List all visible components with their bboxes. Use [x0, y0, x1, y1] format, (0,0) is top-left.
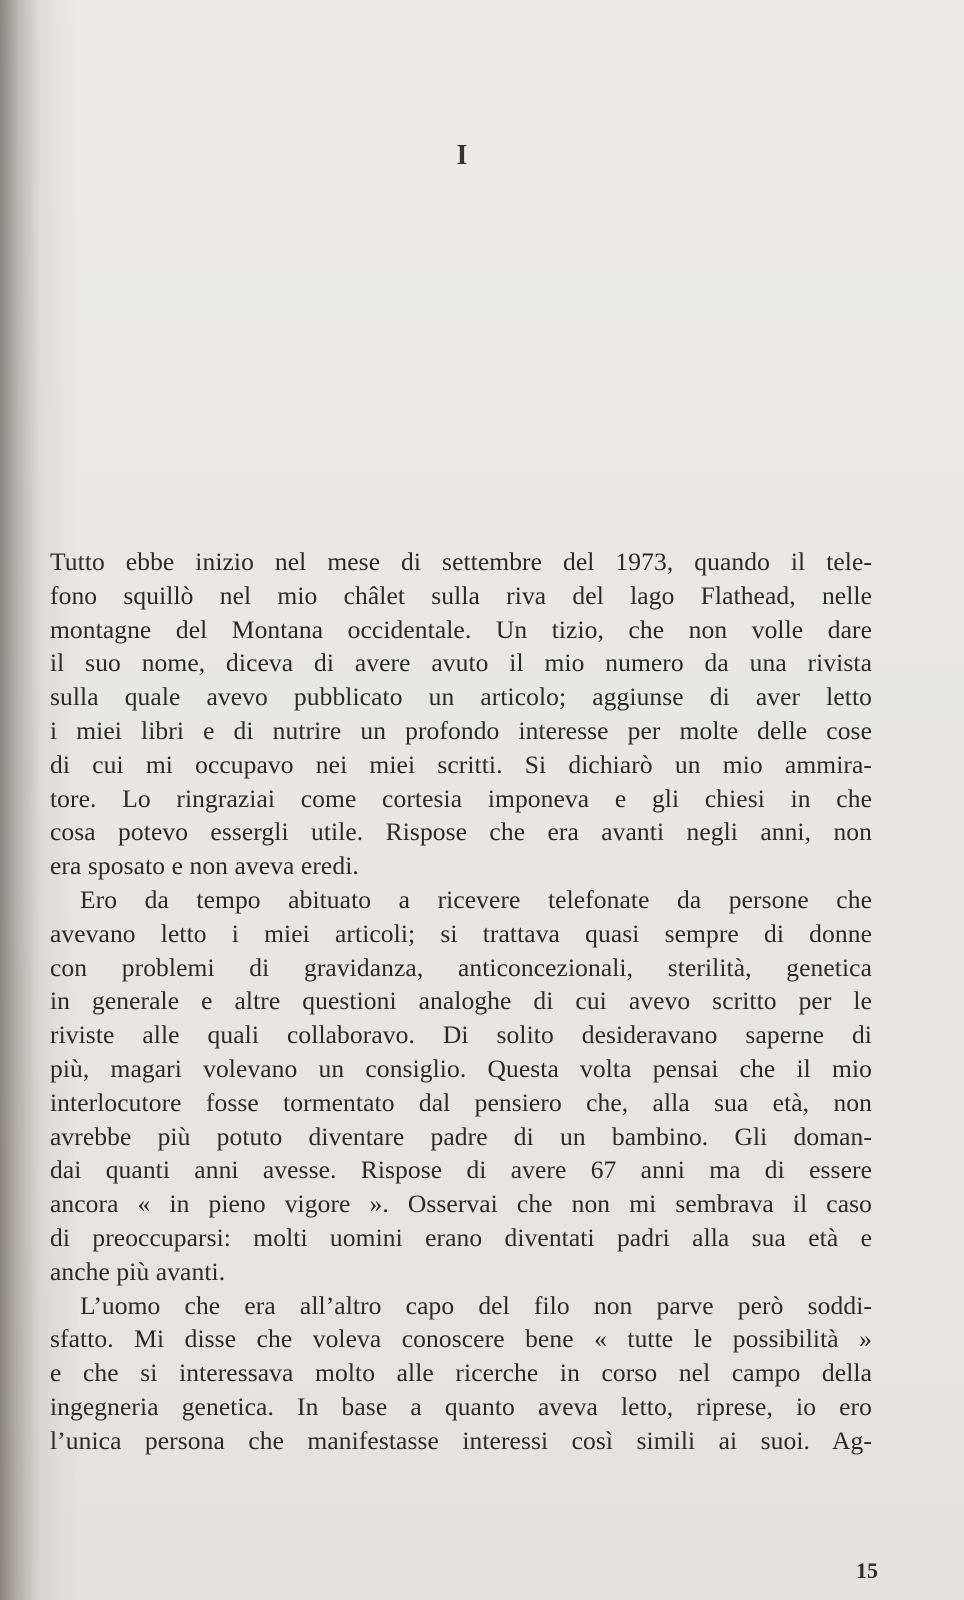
text-line: avevano letto i miei articoli; si trattava quasi sempre di donne	[50, 918, 872, 948]
text-line: Tutto ebbe inizio nel mese di settembre del 1973, quando il tele-	[50, 547, 872, 576]
text-line: e che si interessava molto alle ricerche in corso nel campo della	[50, 1358, 872, 1388]
text-line: dai quanti anni avesse. Rispose di avere 67 anni ma di essere	[50, 1155, 872, 1185]
text-line: riviste alle quali collaboravo. Di solito desideravano saperne di	[50, 1020, 872, 1050]
paragraph-1	[50, 545, 872, 883]
paragraph-3	[50, 1289, 872, 1458]
text-line: montagne del Montana occidentale. Un tizio, che non volle dare	[50, 614, 872, 644]
text-line: L’uomo che era all’altro capo del filo non parve però soddi-	[80, 1290, 872, 1320]
text-line: l’unica persona che manifestasse interessi così simili ai suoi. Ag-	[50, 1425, 872, 1455]
page-number: 15	[856, 1558, 878, 1583]
text-line: sfatto. Mi disse che voleva conoscere bene « tutte le possibilità »	[50, 1324, 872, 1354]
text-line: sulla quale avevo pubblicato un articolo; aggiunse di aver letto	[50, 682, 872, 712]
paragraph-2	[50, 883, 872, 1289]
text-line: fono squillò nel mio châlet sulla riva del lago Flathead, nelle	[50, 580, 872, 610]
text-line: in generale e altre questioni analoghe di cui avevo scritto per le	[50, 986, 872, 1016]
text-line: i miei libri e di nutrire un profondo interesse per molte delle cose	[50, 715, 872, 745]
text-line: di preoccuparsi: molti uomini erano diventati padri alla sua età e	[50, 1222, 872, 1252]
text-line: più, magari volevano un consiglio. Questa volta pensai che il mio	[50, 1053, 872, 1083]
chapter-heading: I	[456, 140, 468, 171]
text-line: avrebbe più potuto diventare padre di un bambino. Gli doman-	[50, 1121, 872, 1151]
text-line: ancora « in pieno vigore ». Osservai che non mi sembrava il caso	[50, 1189, 872, 1219]
text-line: Ero da tempo abituato a ricevere telefonate da persone che	[80, 884, 872, 914]
text-line: era sposato e non aveva eredi.	[50, 851, 359, 881]
text-line: di cui mi occupavo nei miei scritti. Si dichiarò un mio ammira-	[50, 749, 872, 779]
text-line: cosa potevo essergli utile. Rispose che era avanti negli anni, non	[50, 817, 872, 847]
text-line: il suo nome, diceva di avere avuto il mio numero da una rivista	[50, 648, 872, 678]
body-text	[50, 545, 872, 1458]
text-line: ingegneria genetica. In base a quanto aveva letto, riprese, io ero	[50, 1391, 872, 1421]
text-line: tore. Lo ringraziai come cortesia imponeva e gli chiesi in che	[50, 783, 872, 813]
text-line: con problemi di gravidanza, anticoncezionali, sterilità, genetica	[50, 952, 872, 982]
text-line: interlocutore fosse tormentato dal pensiero che, alla sua età, non	[50, 1087, 872, 1117]
text-line: anche più avanti.	[50, 1256, 226, 1286]
